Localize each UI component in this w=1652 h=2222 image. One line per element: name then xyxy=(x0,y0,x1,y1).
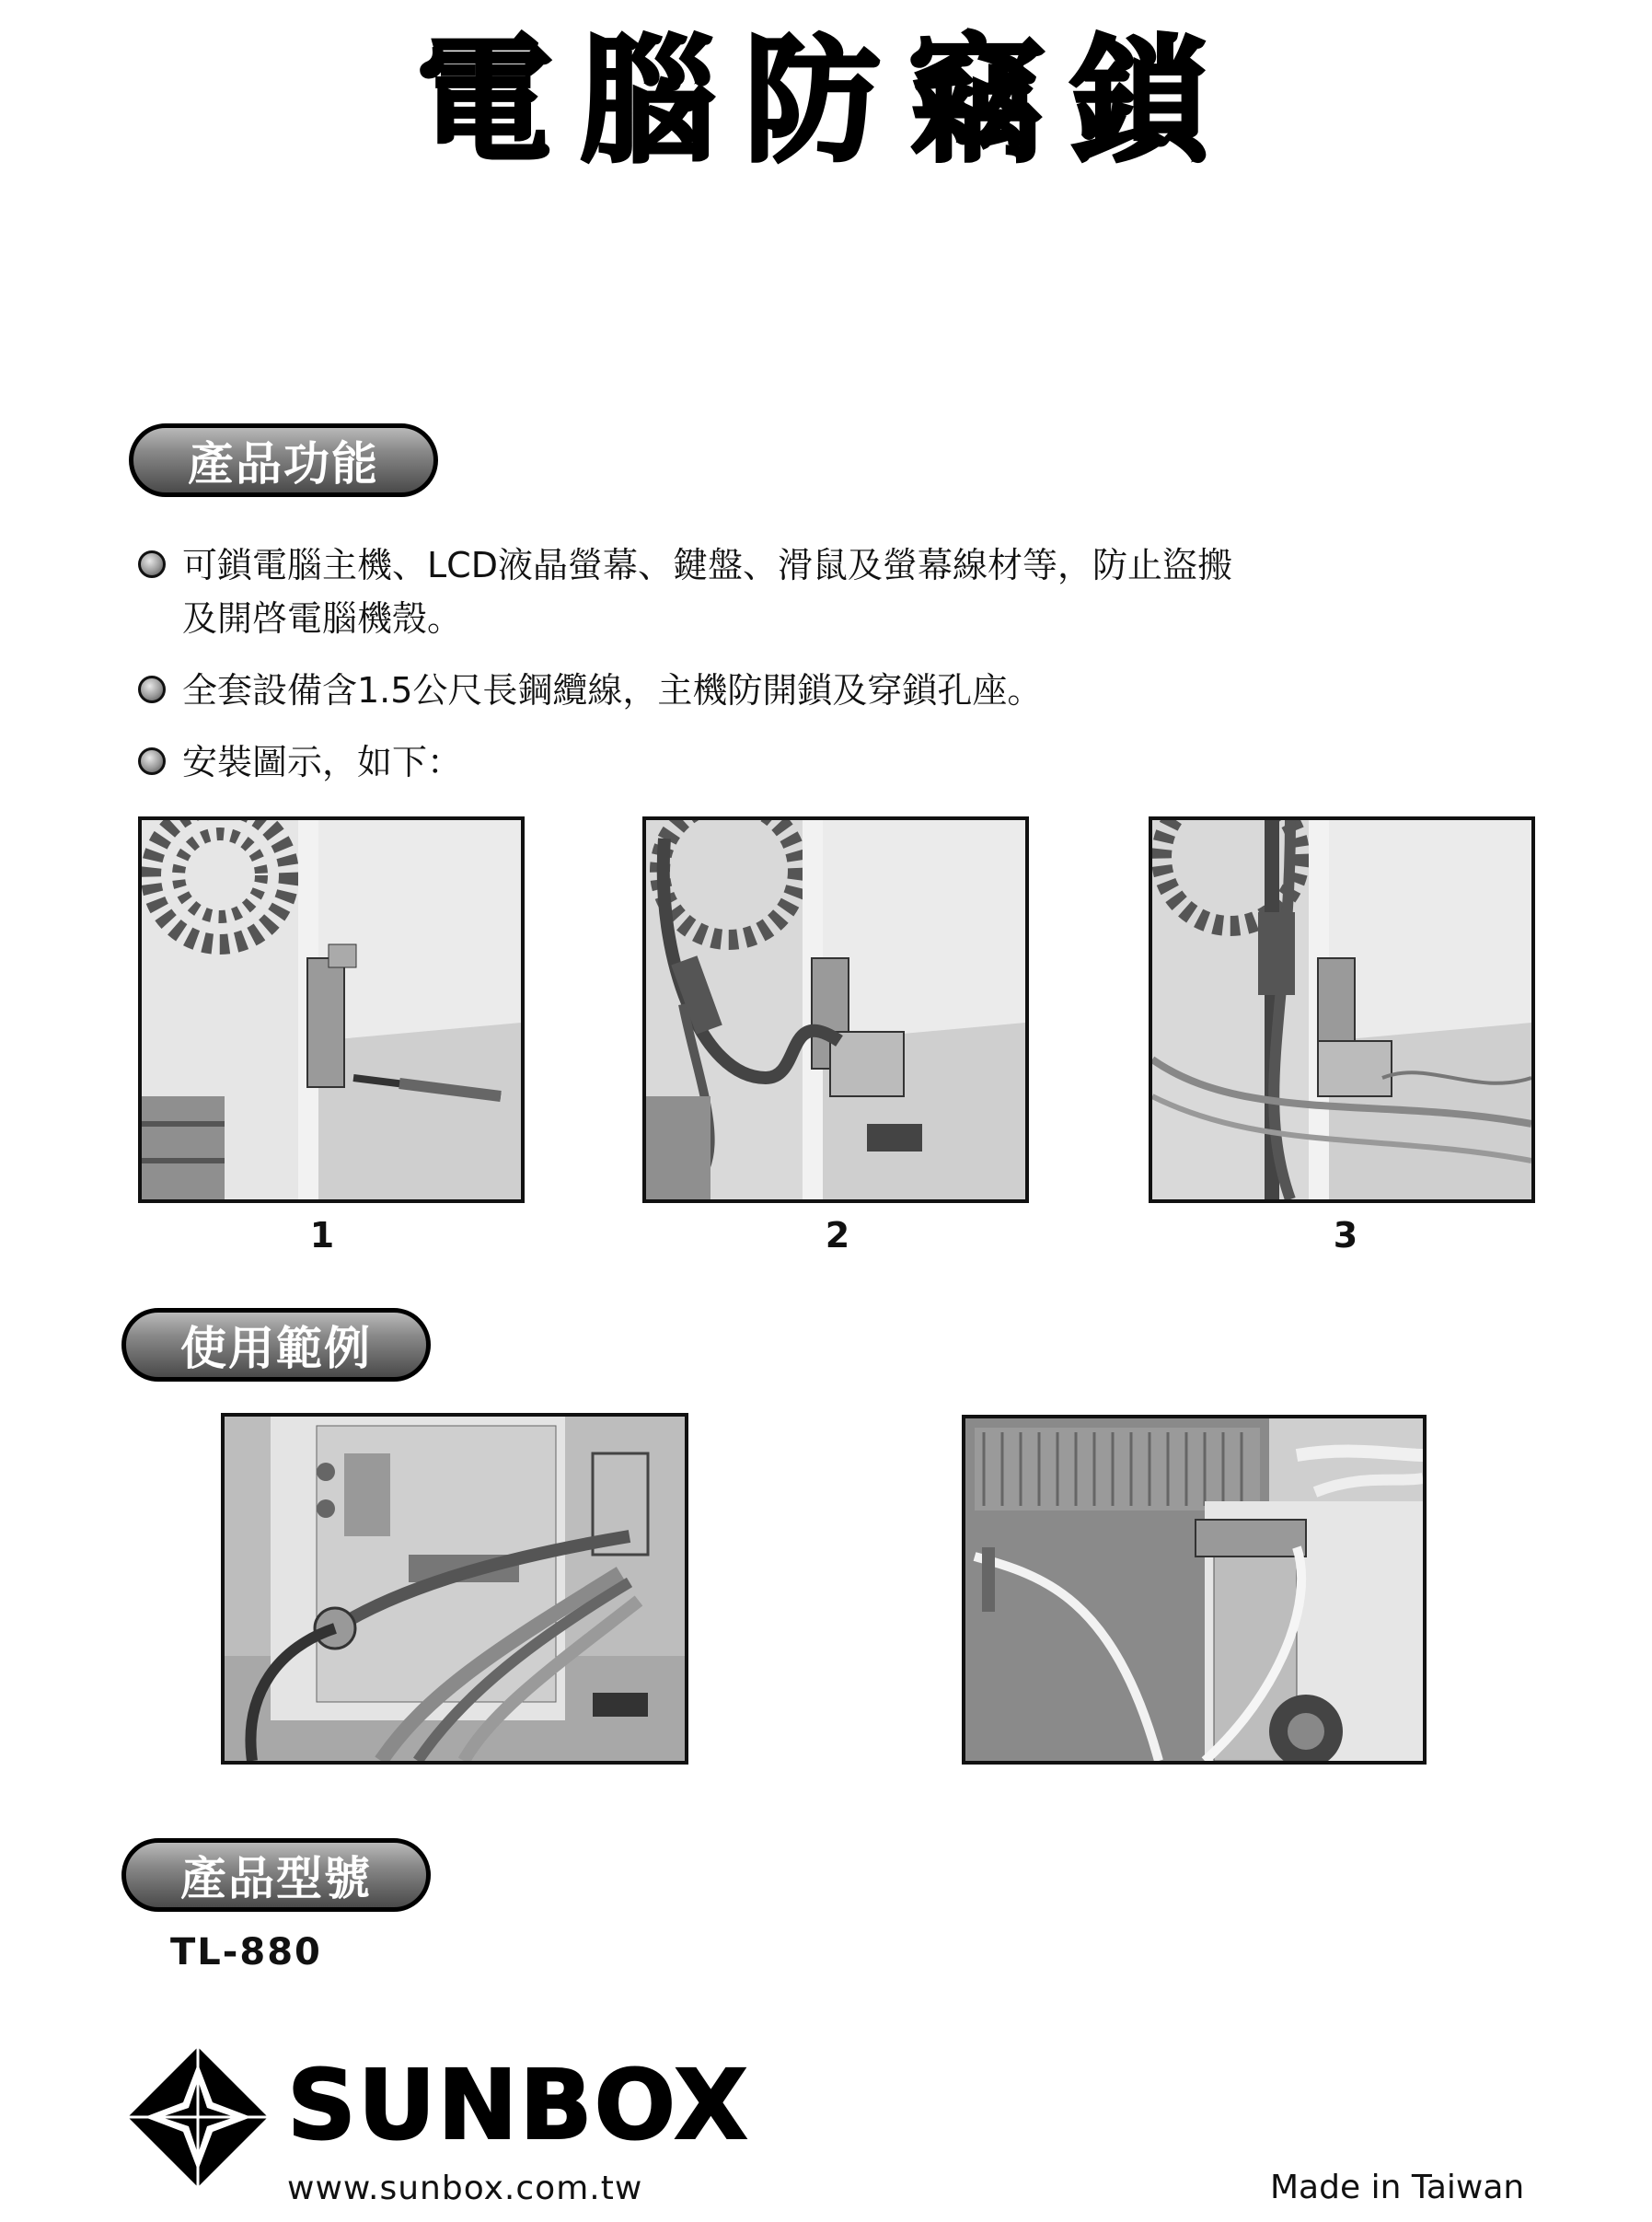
feature-item-3 xyxy=(138,735,1574,789)
step-label-3: 3 xyxy=(1333,1215,1358,1256)
monitor-pc-lock-photo xyxy=(965,1418,1423,1761)
cable-locked-photo xyxy=(1152,820,1531,1199)
screwdriver-install-photo xyxy=(142,820,521,1199)
step-label-1: 1 xyxy=(309,1215,335,1256)
section-heading-features: 產品功能 xyxy=(129,423,438,497)
bullet-icon xyxy=(138,550,166,578)
brand-name: SUNBOX xyxy=(287,2049,750,2161)
bullet-icon xyxy=(138,747,166,775)
feature-item-2-text: 全套設備含1.5公尺長鋼纜線，主機防開鎖及穿鎖孔座。 xyxy=(182,670,1043,711)
pc-rear-lock-photo xyxy=(225,1417,685,1761)
feature-item-1-line2: 及開啓電腦機殼。 xyxy=(182,598,463,639)
bullet-icon xyxy=(138,676,166,703)
cable-lock-insert-photo xyxy=(646,820,1025,1199)
feature-item-3-text: 安裝圖示，如下： xyxy=(182,742,463,782)
install-step-2-photo xyxy=(642,816,1029,1203)
install-step-3-photo xyxy=(1149,816,1535,1203)
step-label-2: 2 xyxy=(825,1215,850,1256)
section-heading-model: 產品型號 xyxy=(121,1838,431,1912)
feature-item-2 xyxy=(138,664,1574,717)
example-photo-2 xyxy=(962,1415,1427,1765)
example-photo-1 xyxy=(221,1413,688,1765)
install-step-1-photo xyxy=(138,816,525,1203)
page-title: 電腦防竊鎖 xyxy=(416,22,1236,180)
feature-item-1-line1: 可鎖電腦主機、LCD液晶螢幕、鍵盤、滑鼠及螢幕線材等，防止盜搬 xyxy=(182,545,1232,585)
made-in-label: Made in Taiwan xyxy=(1270,2169,1525,2206)
sunbox-logo-icon xyxy=(124,2043,271,2191)
brand-url[interactable]: www.sunbox.com.tw xyxy=(287,2170,643,2207)
feature-item-1 xyxy=(138,538,1574,645)
feature-list xyxy=(138,538,1574,789)
model-number: TL-880 xyxy=(170,1931,322,1973)
sunbox-diamond-logo xyxy=(124,2043,271,2191)
section-heading-examples: 使用範例 xyxy=(121,1308,431,1382)
